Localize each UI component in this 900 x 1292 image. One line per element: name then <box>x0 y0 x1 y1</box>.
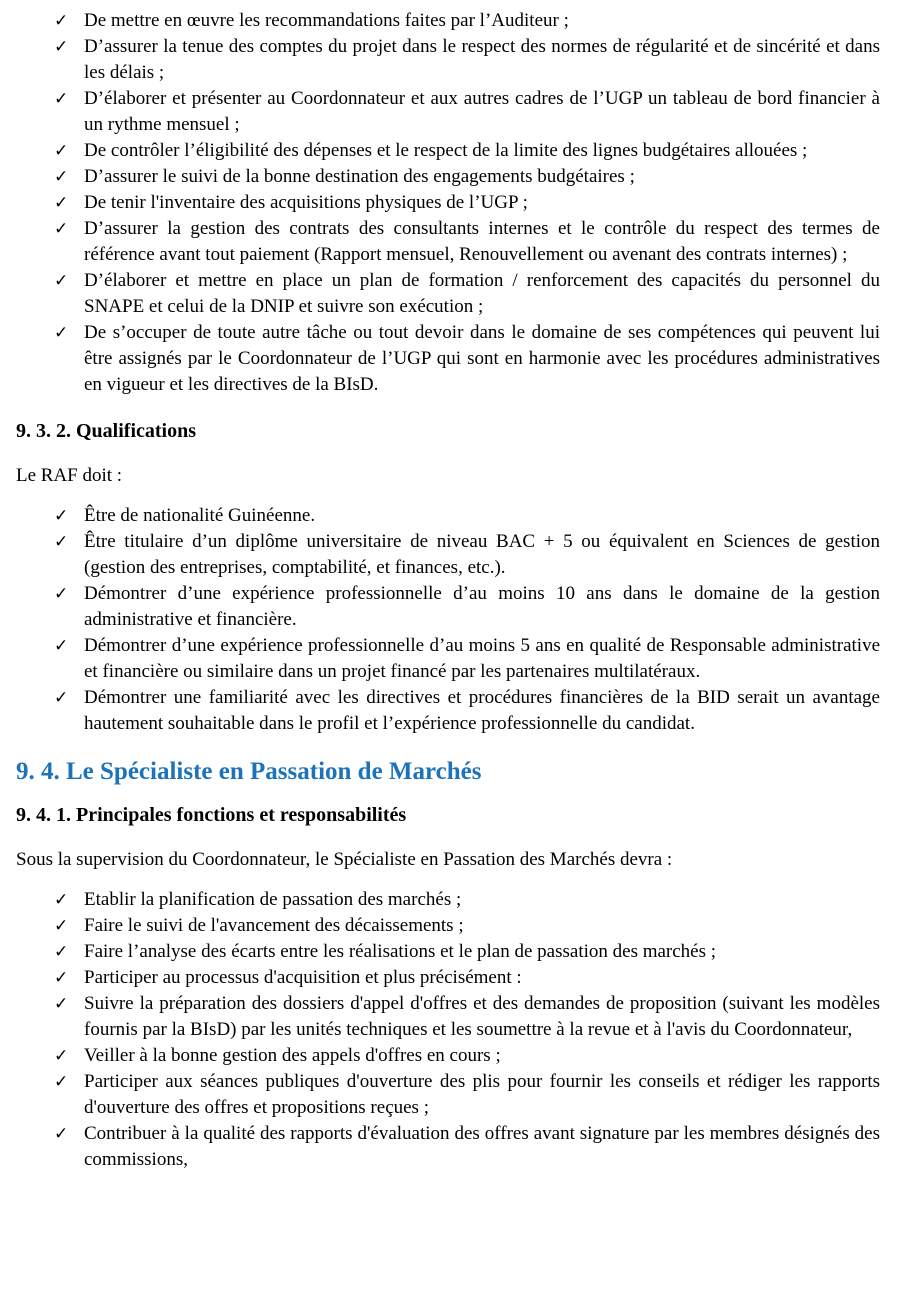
list-item-text: Suivre la préparation des dossiers d'appel d'offres et des demandes de proposition (suivant les modèles fournis par la BIsD) par les unités techniques et les soumettre à la revue et à l'avis du Coordonnateur, <box>84 993 880 1040</box>
checkmark-icon: ✓ <box>54 916 69 936</box>
list-item <box>54 503 880 529</box>
list-item <box>54 939 880 965</box>
list-item-text: D’assurer le suivi de la bonne destination des engagements budgétaires ; <box>84 166 635 187</box>
checkmark-icon: ✓ <box>54 1046 69 1066</box>
checkmark-icon: ✓ <box>54 271 69 291</box>
checkmark-icon: ✓ <box>54 584 69 604</box>
list-item-text: D’assurer la tenue des comptes du projet dans le respect des normes de régularité et de sincérité et dans les délais ; <box>84 36 880 83</box>
specialiste-intro-paragraph: Sous la supervision du Coordonnateur, le Spécialiste en Passation des Marchés devra : <box>16 849 673 870</box>
list-item-text: De mettre en œuvre les recommandations faites par l’Auditeur ; <box>84 10 569 31</box>
list-item <box>54 685 880 737</box>
list-item-text: De s’occuper de toute autre tâche ou tout devoir dans le domaine de ses compétences qui peuvent lui être assignés par le Coordonnateur de l’UGP qui sont en harmonie avec les procédures administratives en vigueur et les directives de la BIsD. <box>84 322 880 395</box>
list-item <box>54 633 880 685</box>
checkmark-icon: ✓ <box>54 219 69 239</box>
list-item-text: Etablir la planification de passation des marchés ; <box>84 889 462 910</box>
raf-functions-list <box>16 8 880 398</box>
list-item-text: D’assurer la gestion des contrats des consultants internes et le contrôle du respect des termes de référence avant tout paiement (Rapport mensuel, Renouvellement ou avenant des contrats internes) ; <box>84 218 880 265</box>
fonctions-heading: 9. 4. 1. Principales fonctions et responsabilités <box>16 804 407 826</box>
checkmark-icon: ✓ <box>54 89 69 109</box>
list-item <box>54 529 880 581</box>
list-item-text: Démontrer d’une expérience professionnelle d’au moins 5 ans en qualité de Responsable administrative et financière ou similaire dans un projet financé par les partenaires multilatéraux. <box>84 635 880 682</box>
list-item <box>54 913 880 939</box>
qualifications-heading: 9. 3. 2. Qualifications <box>16 420 197 442</box>
checkmark-icon: ✓ <box>54 688 69 708</box>
checkmark-icon: ✓ <box>54 1124 69 1144</box>
list-item-text: Être titulaire d’un diplôme universitaire de niveau BAC + 5 ou équivalent en Sciences de gestion (gestion des entreprises, comptabilité, et finances, etc.). <box>84 531 880 578</box>
checkmark-icon: ✓ <box>54 37 69 57</box>
checkmark-icon: ✓ <box>54 141 69 161</box>
list-item <box>54 581 880 633</box>
raf-qualifications-list <box>16 503 880 737</box>
list-item <box>54 1121 880 1173</box>
list-item <box>54 1069 880 1121</box>
list-item-text: Faire le suivi de l'avancement des décaissements ; <box>84 915 464 936</box>
checkmark-icon: ✓ <box>54 1072 69 1092</box>
checkmark-icon: ✓ <box>54 968 69 988</box>
checkmark-icon: ✓ <box>54 11 69 31</box>
list-item <box>54 320 880 398</box>
list-item <box>54 190 880 216</box>
specialiste-section-heading: 9. 4. Le Spécialiste en Passation de Marchés <box>16 758 482 785</box>
list-item-text: D’élaborer et mettre en place un plan de formation / renforcement des capacités du personnel du SNAPE et celui de la DNIP et suivre son exécution ; <box>84 270 880 317</box>
checkmark-icon: ✓ <box>54 994 69 1014</box>
list-item-text: De contrôler l’éligibilité des dépenses et le respect de la limite des lignes budgétaires allouées ; <box>84 140 808 161</box>
checkmark-icon: ✓ <box>54 193 69 213</box>
checkmark-icon: ✓ <box>54 636 69 656</box>
raf-intro-paragraph: Le RAF doit : <box>16 465 123 486</box>
list-item <box>54 138 880 164</box>
list-item-text: De tenir l'inventaire des acquisitions physiques de l’UGP ; <box>84 192 528 213</box>
checkmark-icon: ✓ <box>54 890 69 910</box>
list-item <box>54 1043 880 1069</box>
list-item-text: D’élaborer et présenter au Coordonnateur et aux autres cadres de l’UGP un tableau de bord financier à un rythme mensuel ; <box>84 88 880 135</box>
list-item-text: Démontrer une familiarité avec les directives et procédures financières de la BID serait un avantage hautement souhaitable dans le profil et l’expérience professionnelle du candidat. <box>84 687 880 734</box>
list-item-text: Participer au processus d'acquisition et plus précisément : <box>84 967 522 988</box>
list-item-text: Veiller à la bonne gestion des appels d'offres en cours ; <box>84 1045 501 1066</box>
list-item-text: Participer aux séances publiques d'ouverture des plis pour fournir les conseils et rédiger les rapports d'ouverture des offres et propositions reçues ; <box>84 1071 880 1118</box>
spm-functions-list <box>16 887 880 1173</box>
list-item <box>54 887 880 913</box>
checkmark-icon: ✓ <box>54 942 69 962</box>
list-item-text: Contribuer à la qualité des rapports d'évaluation des offres avant signature par les membres désignés des commissions, <box>84 1123 880 1170</box>
list-item <box>54 86 880 138</box>
list-item <box>54 965 880 991</box>
list-item <box>54 268 880 320</box>
list-item <box>54 216 880 268</box>
list-item-text: Être de nationalité Guinéenne. <box>84 505 316 526</box>
list-item <box>54 164 880 190</box>
list-item <box>54 991 880 1043</box>
checkmark-icon: ✓ <box>54 532 69 552</box>
list-item-text: Démontrer d’une expérience professionnelle d’au moins 10 ans dans le domaine de la gestion administrative et financière. <box>84 583 880 630</box>
checkmark-icon: ✓ <box>54 167 69 187</box>
checkmark-icon: ✓ <box>54 506 69 526</box>
list-item-text: Faire l’analyse des écarts entre les réalisations et le plan de passation des marchés ; <box>84 941 717 962</box>
list-item <box>54 8 880 34</box>
checkmark-icon: ✓ <box>54 323 69 343</box>
list-item <box>54 34 880 86</box>
